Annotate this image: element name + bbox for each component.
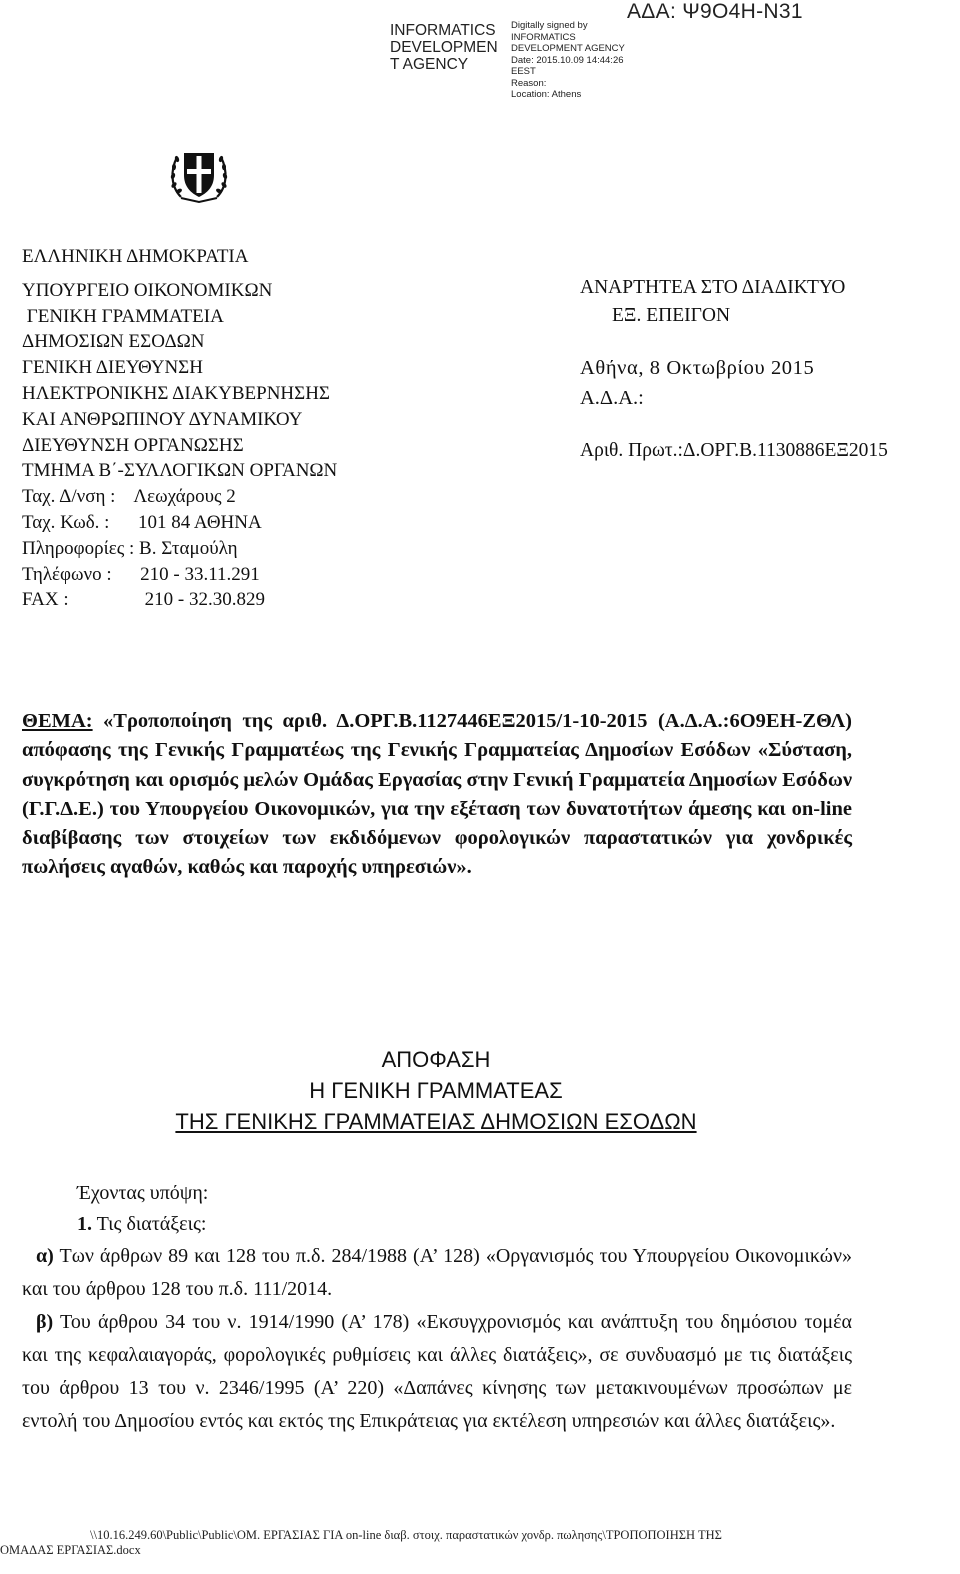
protocol-number: Αριθ. Πρωτ.:Δ.ΟΡΓ.Β.1130886ΕΞ2015 <box>580 440 888 461</box>
subject-label: ΘΕΜΑ: <box>22 710 93 732</box>
subject-text: «Τροποποίηση της αριθ. Δ.ΟΡΓ.Β.1127446ΕΞ2015/1-10-2015 (Α.Δ.Α.:6Ο9ΕΗ-ΖΘΛ) απόφασης της Γενικής Γραμματέως της Γενικής Γραμματείας Δημοσίων Εσόδων «Σύσταση, συγκρότηση και ορισμός μελών Ομάδας Εργασίας στην Γενική Γραμματεία Δημοσίων Εσόδων (Γ.Γ.Δ.Ε.) του Υπουργείου Οικονομικών, για την εξέταση των δυνατοτήτων άμεσης και on-line διαβίβασης των στοιχείων των εκδιδόμενων φορολογικών παραστατικών για χονδρικές πωλήσεις αγαθών, καθώς και παροχής υπηρεσιών». <box>22 710 852 879</box>
subject-paragraph <box>22 707 852 883</box>
clause-a-label: α) <box>36 1245 54 1267</box>
clause-a-text: Των άρθρων 89 και 128 του π.δ. 284/1988 (Α’ 128) «Οργανισμός του Υπουργείου Οικονομικών» και του άρθρου 128 του π.δ. 111/2014. <box>22 1245 852 1300</box>
clause-b <box>22 1306 852 1438</box>
signature-org-line: INFORMATICS <box>390 22 496 39</box>
issuing-authority-block <box>22 244 337 613</box>
item-1 <box>77 1208 677 1241</box>
postal-code-line: Ταχ. Κωδ. : 101 84 ΑΘΗΝΑ <box>22 511 262 533</box>
signature-detail-line: EEST <box>511 66 536 77</box>
authority-line: ΔΗΜΟΣΙΩΝ ΕΣΟΔΩΝ <box>22 331 205 353</box>
signature-org-line: T AGENCY <box>390 56 469 73</box>
decision-issuer: Η ΓΕΝΙΚΗ ΓΡΑΜΜΑΤΕΑΣ <box>309 1078 563 1103</box>
signature-detail-line: DEVELOPMENT AGENCY <box>511 43 625 54</box>
urgency-label: ΕΞ. ΕΠΕΙΓΟΝ <box>612 305 731 326</box>
decision-heading <box>0 1044 872 1137</box>
clause-a <box>22 1240 852 1306</box>
considering-heading: Έχοντας υπόψη: <box>77 1182 209 1204</box>
decision-issuer-authority-text: ΤΗΣ ΓΕΝΙΚΗΣ ΓΡΑΜΜΑΤΕΙΑΣ ΔΗΜΟΣΙΩΝ ΕΣΟΔΩΝ <box>175 1109 697 1134</box>
signature-detail-line: Date: 2015.10.09 14:44:26 <box>511 54 624 66</box>
signature-detail-line: Digitally signed by <box>511 20 588 31</box>
signature-detail-line: Location: Athens <box>511 89 582 100</box>
posting-notice: ΑΝΑΡΤΗΤΕΑ ΣΤΟ ΔΙΑΔΙΚΤΥΟ <box>580 277 846 298</box>
clause-b-label: β) <box>36 1311 54 1333</box>
authority-line: ΓΕΝΙΚΗ ΔΙΕΥΘΥΝΣΗ <box>22 357 203 379</box>
authority-line: ΤΜΗΜΑ Β΄-ΣΥΛΛΟΓΙΚΩΝ ΟΡΓΑΝΩΝ <box>22 460 338 482</box>
file-path-line: ΟΜΑΔΑΣ ΕΡΓΑΣΙΑΣ.docx <box>0 1543 141 1557</box>
contact-line: Πληροφορίες : Β. Σταμούλη <box>22 537 238 559</box>
authority-line: ΔΙΕΥΘΥΝΣΗ ΟΡΓΑΝΩΣΗΣ <box>22 434 244 456</box>
document-date: Αθήνα, 8 Οκτωβρίου 2015 <box>580 357 815 379</box>
clause-b-text: Του άρθρου 34 του ν. 1914/1990 (Α’ 178) «Εκσυγχρονισμός και ανάπτυξη του δημόσιου τομέα και της κεφαλαιαγοράς, φορολογικές ρυθμίσεις και άλλες διατάξεις», σε συνδυασμό με τις διατάξεις του άρθρου 13 του ν. 2346/1995 (Α’ 220) «Δαπάνες κίνησης των μετακινουμένων προσώπων με εντολή του Δημοσίου εντός και εκτός της Επικράτειας για εκτέλεση υπηρεσιών και άλλες διατάξεις». <box>22 1311 852 1432</box>
signature-details <box>511 20 625 101</box>
signature-organization <box>390 22 498 73</box>
authority-line: ΗΛΕΚΤΡΟΝΙΚΗΣ ΔΙΑΚΥΒΕΡΝΗΣΗΣ <box>22 382 330 404</box>
authority-line: ΥΠΟΥΡΓΕΙΟ ΟΙΚΟΝΟΜΙΚΩΝ <box>22 279 273 301</box>
republic-heading: ΕΛΛΗΝΙΚΗ ΔΗΜΟΚΡΑΤΙΑ <box>22 246 249 267</box>
authority-line: ΓΕΝΙΚΗ ΓΡΑΜΜΑΤΕΙΑ <box>22 305 224 327</box>
ada-label: Α.Δ.Α.: <box>580 387 644 409</box>
ada-code: ΑΔΑ: Ψ9Ο4Η-Ν31 <box>627 0 803 23</box>
fax-line: FAX : 210 - 32.30.829 <box>22 589 265 611</box>
item-1-text: Τις διατάξεις: <box>92 1213 207 1235</box>
signature-detail-line: INFORMATICS <box>511 31 576 43</box>
decision-title: ΑΠΟΦΑΣΗ <box>381 1047 491 1072</box>
signature-org-line: DEVELOPMEN <box>390 39 498 56</box>
signature-detail-line: Reason: <box>511 77 547 89</box>
decision-issuer-authority <box>0 1106 872 1137</box>
phone-line: Τηλέφωνο : 210 - 33.11.291 <box>22 563 260 585</box>
file-path-footer <box>0 1528 850 1558</box>
authority-line: ΚΑΙ ΑΝΘΡΩΠΙΝΟΥ ΔΥΝΑΜΙΚΟΥ <box>22 408 303 430</box>
item-1-number: 1. <box>77 1213 92 1235</box>
file-path-line: \\10.16.249.60\Public\Public\ΟΜ. ΕΡΓΑΣΙΑΣ ΓΙΑ on-line διαβ. στοιχ. παραστατικών χονδρ. πωλησης\ΤΡΟΠΟΠΟΙΗΣΗ ΤΗΣ <box>90 1528 722 1542</box>
greek-coat-of-arms-icon <box>167 141 231 205</box>
address-line: Ταχ. Δ/νση : Λεωχάρους 2 <box>22 486 236 508</box>
